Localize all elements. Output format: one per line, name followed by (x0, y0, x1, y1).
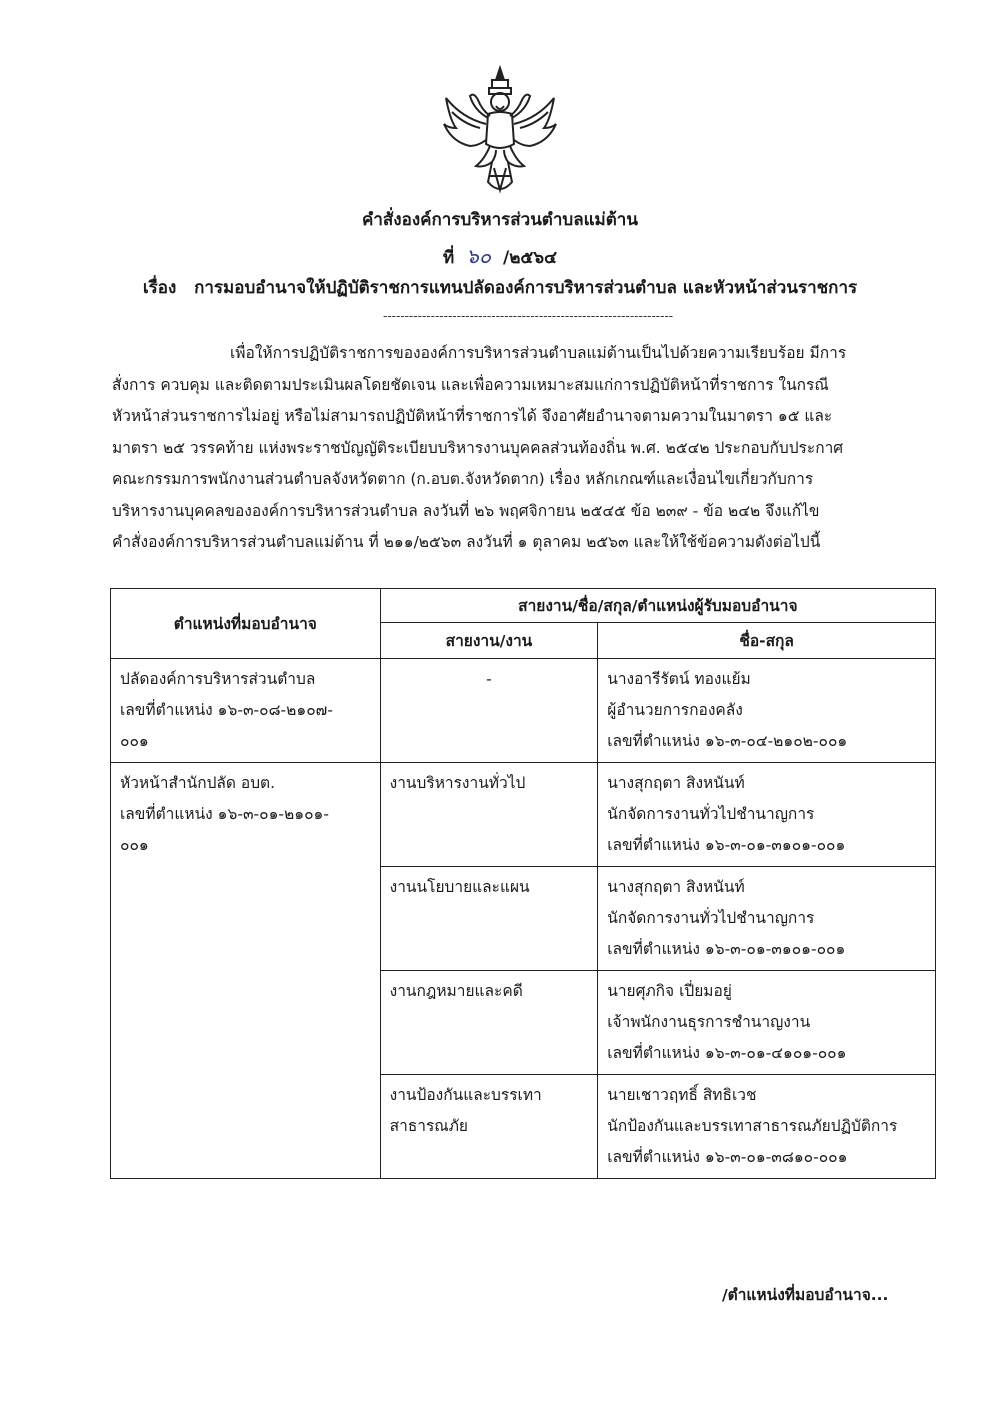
person-name: นายศุภกิจ เปี่ยมอยู่ (607, 982, 732, 1000)
person-title: นักป้องกันและบรรเทาสาธารณภัยปฏิบัติการ (607, 1117, 898, 1135)
order-number-year: /๒๕๖๔ (503, 248, 557, 268)
table-row (111, 659, 936, 763)
order-number (0, 240, 1000, 272)
person-name: นายเชาวฤทธิ์ สิทธิเวช (607, 1086, 757, 1104)
position-line: เลขที่ตำแหน่ง ๑๖-๓-๐๑-๒๑๐๑- (120, 805, 329, 823)
line-value: สาธารณภัย (389, 1117, 468, 1135)
subject-label: เรื่อง (142, 278, 177, 298)
position-line: ปลัดองค์การบริหารส่วนตำบล (120, 670, 316, 688)
body-line: หัวหน้าส่วนราชการไม่อยู่ หรือไม่สามารถปฏิบัติหน้าที่ราชการได้ จึงอาศัยอำนาจตามความในมาตรา ๑๕ และ (112, 407, 833, 425)
person-name: นางสุกฤตา สิงหนันท์ (607, 774, 745, 792)
cell-line (380, 659, 598, 763)
col-header-group: สายงาน/ชื่อ/สกุล/ตำแหน่งผู้รับมอบอำนาจ (380, 589, 935, 623)
table-row (111, 763, 936, 867)
body-line: บริหารงานบุคคลขององค์การบริหารส่วนตำบล ลงวันที่ ๒๖ พฤศจิกายน ๒๕๔๕ ข้อ ๒๓๙ - ข้อ ๒๔๒ จึงแก้ไข (112, 501, 820, 520)
cell-line (380, 1075, 598, 1179)
continuation-note: /ตำแหน่งที่มอบอำนาจ... (722, 1286, 889, 1304)
cell-line (380, 763, 598, 867)
person-position-no: เลขที่ตำแหน่ง ๑๖-๓-๐๑-๔๑๐๑-๐๐๑ (607, 1044, 847, 1062)
body-paragraph (112, 338, 926, 559)
person-position-no: เลขที่ตำแหน่ง ๑๖-๓-๐๑-๓๑๐๑-๐๐๑ (607, 836, 846, 854)
position-line: ๐๐๑ (120, 732, 149, 750)
order-number-handwritten: ๖๐ (466, 244, 492, 268)
cell-line (380, 867, 598, 971)
cell-person (598, 867, 936, 971)
cell-person (598, 1075, 936, 1179)
body-line: คำสั่งองค์การบริหารส่วนตำบลแม่ต้าน ที่ ๒๑๑/๒๕๖๓ ลงวันที่ ๑ ตุลาคม ๒๕๖๓ และให้ใช้ข้อความดังต่อไปนี้ (112, 533, 821, 551)
line-value: งานกฎหมายและคดี (389, 982, 523, 1000)
cell-line (380, 971, 598, 1075)
order-subject (0, 274, 1000, 301)
col-header-position: ตำแหน่งที่มอบอำนาจ (111, 589, 381, 659)
person-position-no: เลขที่ตำแหน่ง ๑๖-๓-๐๑-๓๘๑๐-๐๐๑ (607, 1148, 848, 1166)
position-line: หัวหน้าสำนักปลัด อบต. (120, 774, 276, 792)
line-value: - (486, 670, 492, 688)
body-line: สั่งการ ควบคุม และติดตามประเมินผลโดยชัดเจน และเพื่อความเหมาะสมแก่การปฏิบัติหน้าที่ราชการ ในกรณี (112, 375, 829, 394)
col-header-line: สายงาน/งาน (380, 623, 598, 659)
body-line: มาตรา ๒๕ วรรคท้าย แห่งพระราชบัญญัติระเบียบบริหารงานบุคคลส่วนท้องถิ่น พ.ศ. ๒๕๔๒ ประกอบกับประกาศ (112, 438, 844, 457)
person-title: นักจัดการงานทั่วไปชำนาญการ (607, 909, 815, 927)
garuda-emblem-icon (440, 62, 560, 202)
line-value: งานนโยบายและแผน (389, 878, 530, 896)
title-divider: ------------------------------------------------------------------- (383, 309, 674, 323)
cell-position (111, 659, 381, 763)
cell-position (111, 763, 381, 1179)
cell-person (598, 763, 936, 867)
body-line: คณะกรรมการพนักงานส่วนตำบลจังหวัดตาก (ก.อบต.จังหวัดตาก) เรื่อง หลักเกณฑ์และเงื่อนไขเกี่ยวกับการ (112, 470, 814, 488)
body-line: เพื่อให้การปฏิบัติราชการขององค์การบริหารส่วนตำบลแม่ต้านเป็นไปด้วยความเรียบร้อย มีการ (230, 344, 847, 362)
person-position-no: เลขที่ตำแหน่ง ๑๖-๓-๐๑-๓๑๐๑-๐๐๑ (607, 940, 846, 958)
person-name: นางอารีรัตน์ ทองแย้ม (607, 670, 751, 688)
person-name: นางสุกฤตา สิงหนันท์ (607, 878, 745, 896)
order-number-prefix: ที่ (443, 248, 455, 268)
delegation-table (110, 588, 936, 1179)
col-header-name: ชื่อ-สกุล (598, 623, 936, 659)
position-line: เลขที่ตำแหน่ง ๑๖-๓-๐๘-๒๑๐๗- (120, 701, 333, 719)
subject-text: การมอบอำนาจให้ปฏิบัติราชการแทนปลัดองค์การบริหารส่วนตำบล และหัวหน้าส่วนราชการ (194, 278, 858, 298)
person-position-no: เลขที่ตำแหน่ง ๑๖-๓-๐๔-๒๑๐๒-๐๐๑ (607, 732, 848, 750)
line-value: งานบริหารงานทั่วไป (389, 774, 526, 792)
cell-person (598, 971, 936, 1075)
cell-person (598, 659, 936, 763)
person-title: ผู้อำนวยการกองคลัง (607, 701, 743, 719)
order-title: คำสั่งองค์การบริหารส่วนตำบลแม่ต้าน (362, 210, 638, 230)
position-line: ๐๐๑ (120, 836, 149, 854)
person-title: นักจัดการงานทั่วไปชำนาญการ (607, 805, 815, 823)
line-value: งานป้องกันและบรรเทา (389, 1086, 542, 1104)
person-title: เจ้าพนักงานธุรการชำนาญงาน (607, 1013, 811, 1031)
